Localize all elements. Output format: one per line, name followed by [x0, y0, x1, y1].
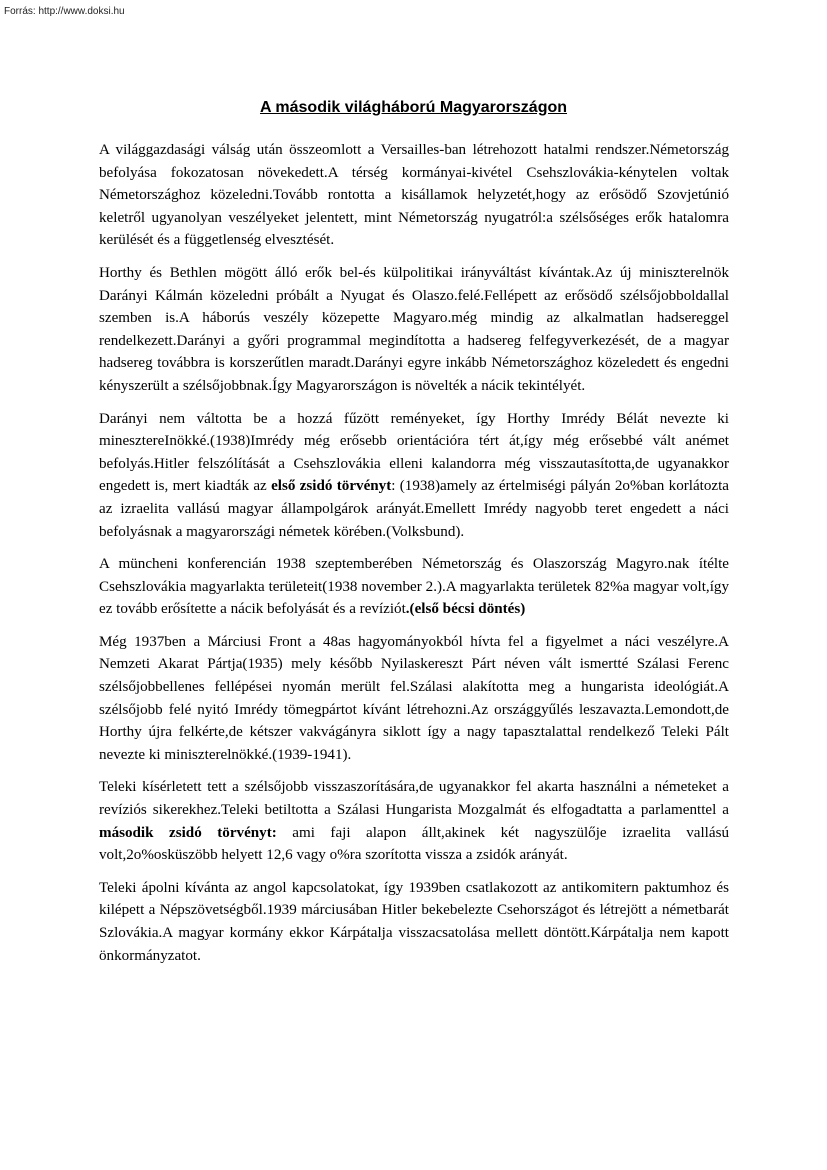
paragraph-3-bold: első zsidó törvényt — [271, 478, 392, 495]
paragraph-3-text-b: : (1938)amely az értelmiségi pályán 2o%ban korlátozta az izraelita vallású magyar állampolgárok arányát.Emellett Imrédy nagyobb teret engedett a náci befolyásnak a magyarországi németek körében.(Volksbund). — [99, 478, 729, 540]
paragraph-6-text-b: ami faji alapon állt,akinek két nagyszülője izraelita vallású volt,2o%osküszöbb helyett 12,6 vagy o%ra szorította vissza a zsidók arányát. — [99, 824, 729, 864]
page-title: A második világháború Magyarországon — [259, 99, 568, 116]
paragraph-4-text-a: A müncheni konferencián 1938 szeptemberében Németország és Olaszország Magyro.nak ítélte Csehszlovákia magyarlakta területeit(1938 november 2.).A magyarlakta területek 82%a magyar volt,így ez tovább erősítette a nácik befolyását és a revíziót — [99, 556, 729, 618]
paragraph-5: Még 1937ben a Márciusi Front a 48as hagyományokból hívta fel a figyelmet a náci veszélyre.A Nemzeti Akarat Pártja(1935) mely később Nyilaskereszt Párt néven vált ismertté Szálasi Ferenc szélsőjobbellenes fellépései nyomán merült fel.Szálasi alakította meg a hungarista ideológiát.A szélsőjobb felé nyitó Imrédy tömegpártot kívánt létrehozni.Az országgyűlés leszavazta.Lemondott,de Horthy újra felkérte,de kétszer vakvágányra siklott így a nagy tapasztalattal rendelkező Teleki Pált nevezte ki miniszterelnökké.(1939-1941). — [99, 633, 729, 763]
paragraph-4-bold: .(első bécsi döntés) — [405, 601, 526, 618]
paragraph-4 — [99, 553, 729, 621]
paragraph-6-text-a: Teleki kísérletett tett a szélsőjobb visszaszorítására,de ugyanakkor fel akarta használni a németeket a revíziós sikerekhez.Teleki betiltotta a Szálasi Hungarista Mozgalmát és elfogadtatta a parlamenttel a — [99, 779, 729, 819]
source-note: Forrás: http://www.doksi.hu — [4, 6, 125, 17]
paragraph-1: A világgazdasági válság után összeomlott a Versailles-ban létrehozott hatalmi rendszer.Németország befolyása fokozatosan növekedett.A térség kormányai-kivétel Csehszlovákia-kénytelen voltak Németországhoz közeledni.Tovább rontotta a kisállamok helyzetét,hogy az erősödő Szovjetúnió keletről ugyanolyan veszélyeket jelentett, mint Németország nyugatról:a szélsőséges erők hatalomra kerülését és a függetlenség elvesztését. — [99, 142, 729, 249]
paragraph-3-text-a: Darányi nem váltotta be a hozzá fűzött reményeket, így Horthy Imrédy Bélát nevezte ki minesztereInökké.(1938)Imrédy még erősebb orientációra tért át,így még erősebbé vált anémet befolyás.Hitler felszólítását a Csehszlovákia elleni kalandorra még visszautasította,de ugyanakkor engedett is, mert kiadták az — [99, 410, 729, 495]
paragraph-2: Horthy és Bethlen mögött álló erők bel-és külpolitikai irányváltást kívántak.Az új miniszterelnök Darányi Kálmán közeledni próbált a Nyugat és Olaszo.felé.Fellépett az erősödő szélsőjobboldallal szemben is.A háborús veszély közepette Magyaro.még mindig az alkalmatlan hadsereggel rendelkezett.Darányi a győri programmal megindította a hadsereg felfegyverkezését, de a magyar hadsereg továbbra is korszerűtlen maradt.Darányi egyre inkább Németországhoz közeledett és engedni kényszerült a szélsőjobbnak.Így Magyarországon is növelték a nácik tekintélyét. — [99, 264, 729, 394]
paragraph-3 — [99, 408, 729, 544]
document-body — [99, 139, 729, 977]
paragraph-7: Teleki ápolni kívánta az angol kapcsolatokat, így 1939ben csatlakozott az antikomitern paktumhoz és kilépett a Népszövetségből.1939 márciusában Hitler bekebelezte Csehországot és létrejött a németbarát Szlovákia.A magyar kormány ekkor Kárpátalja visszacsatolása mellett döntött.Kárpátalja nem kapott önkormányzatot. — [99, 879, 729, 964]
paragraph-6 — [99, 776, 729, 866]
paragraph-6-bold: második zsidó törvényt: — [99, 824, 277, 841]
